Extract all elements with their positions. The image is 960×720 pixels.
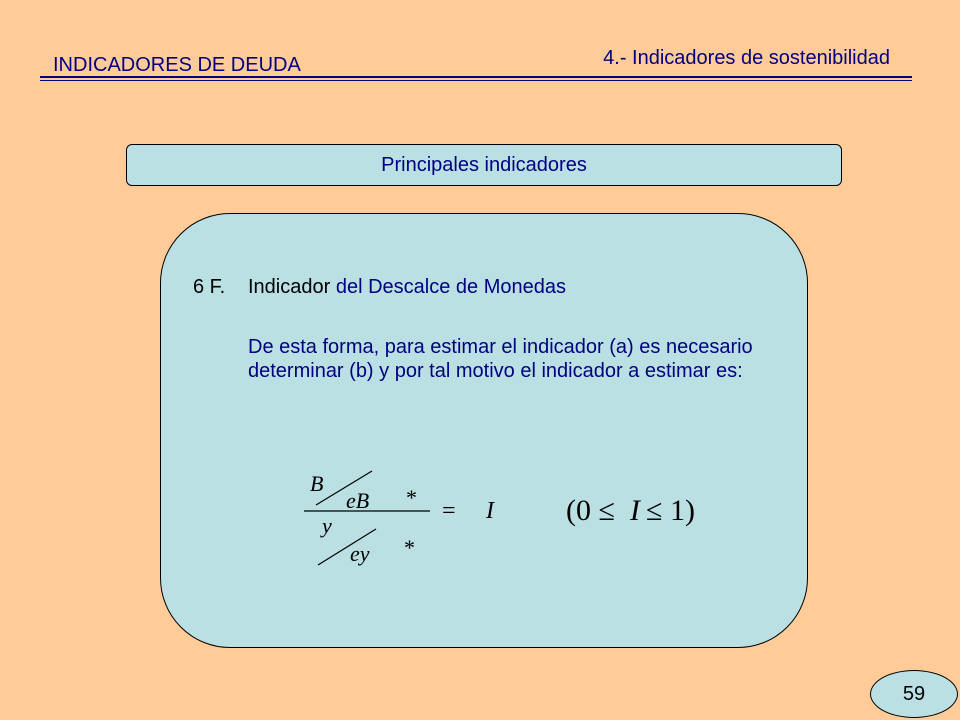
item-title-rest: del Descalce de Monedas	[330, 276, 566, 298]
section-title: INDICADORES DE DEUDA	[53, 54, 301, 76]
item-number: 6 F.	[193, 276, 226, 298]
num-b: eB	[346, 488, 370, 513]
range-close: ≤ 1)	[646, 494, 695, 527]
header-rule-thin	[40, 80, 912, 81]
banner	[126, 144, 842, 186]
item-paragraph: De esta forma, para estimar el indicador (a) es necesario determinar (b) y por tal motivo el indicador a estimar es:	[248, 336, 753, 382]
header-rule-thick	[40, 76, 912, 78]
num-a: B	[310, 471, 324, 496]
item-title-word: Indicador	[248, 276, 331, 298]
num-star: *	[406, 485, 417, 510]
result-var: I	[486, 498, 494, 524]
chapter-title: 4.- Indicadores de sostenibilidad	[603, 47, 890, 69]
page-number: 59	[902, 682, 926, 705]
banner-text: Principales indicadores	[381, 153, 587, 176]
den-b: ey	[350, 541, 370, 566]
den-a: y	[322, 513, 332, 538]
equals-sign: =	[442, 498, 456, 524]
formula	[300, 465, 720, 585]
range-open: (0 ≤	[566, 494, 615, 527]
item-title	[248, 276, 566, 299]
den-star: *	[404, 535, 415, 560]
range-var: I	[630, 494, 640, 527]
page-number-badge	[870, 670, 958, 718]
